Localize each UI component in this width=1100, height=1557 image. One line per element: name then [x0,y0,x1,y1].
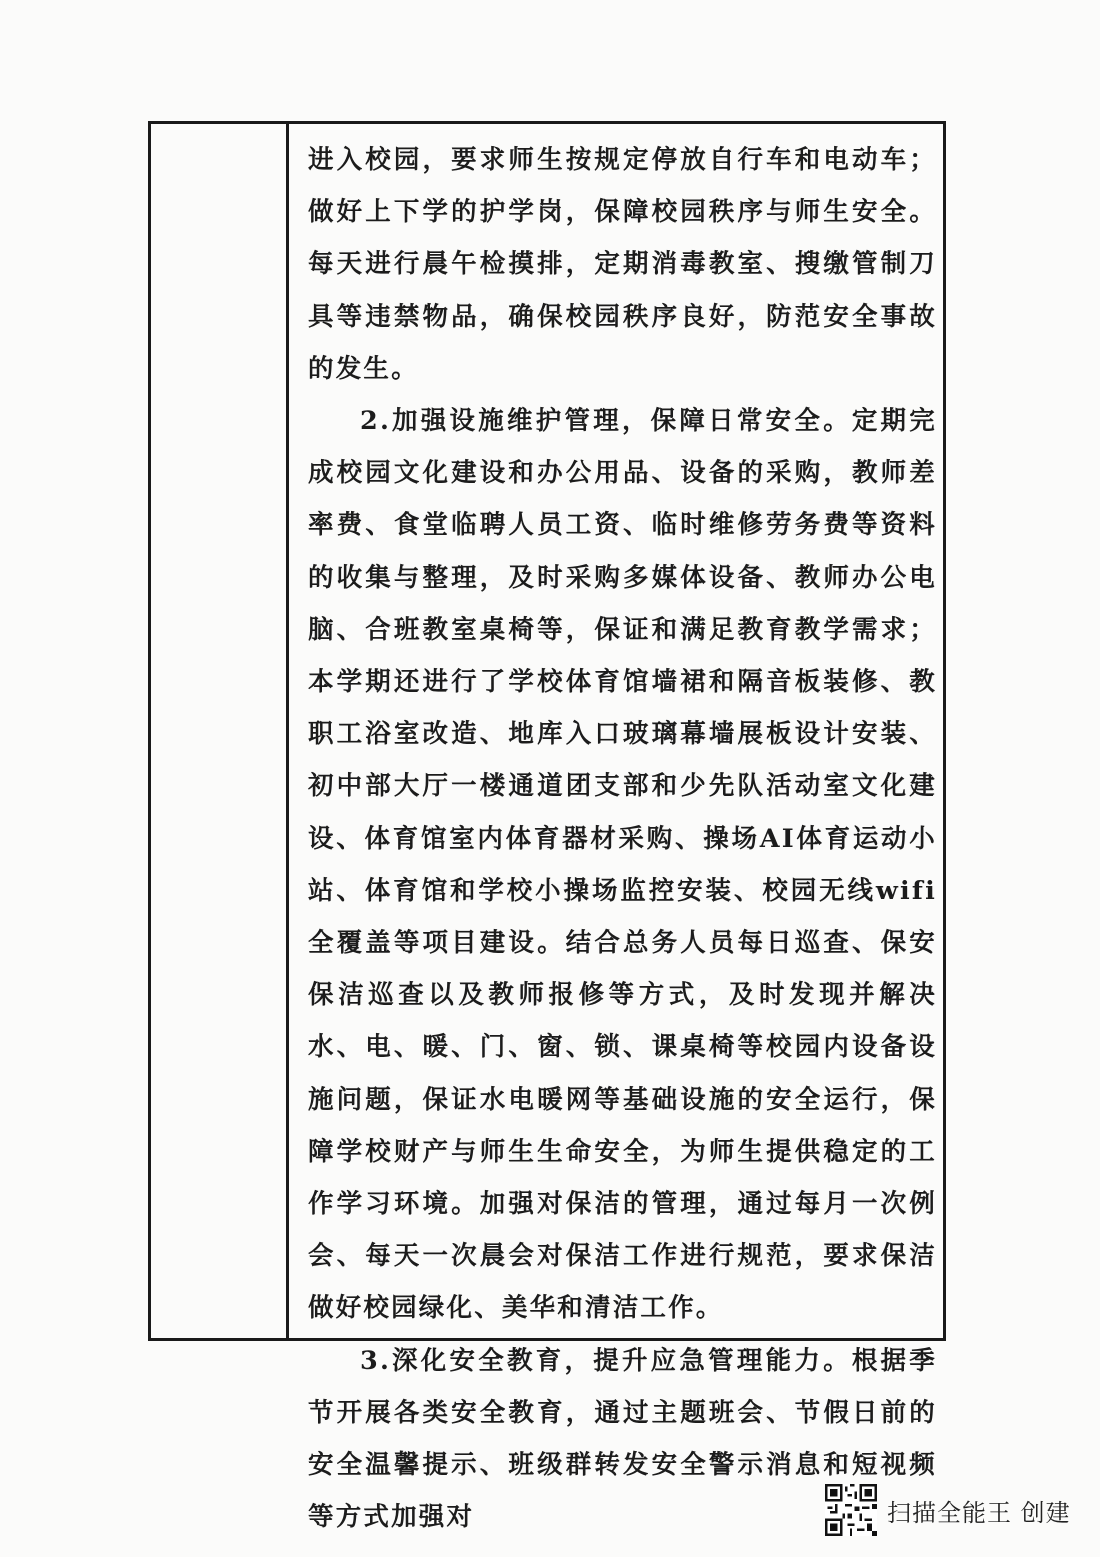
paragraph-safety-education: 3.深化安全教育，提升应急管理能力。根据季节开展各类安全教育，通过主题班会、节假日前的安全温馨提示、班级群转发安全警示消息和短视频等方式加强对 [308,1345,937,1533]
table-label-column [151,124,289,1338]
paragraph-facility-maintenance: 2.加强设施维护管理，保障日常安全。定期完成校园文化建设和办公用品、设备的采购，教师差率费、食堂临聘人员工资、临时维修劳务费等资料的收集与整理，及时采购多媒体设备、教师办公电脑、合班教室桌椅等，保证和满足教育教学需求；本学期还进行了学校体育馆墙裙和隔音板装修、教职工浴室改造、地库入口玻璃幕墙展板设计安装、初中部大厅一楼通道团支部和少先队活动室文化建设、体育馆室内体育器材采购、操场AI体育运动小站、体育馆和学校小操场监控安装、校园无线wifi全覆盖等项目建设。结合总务人员每日巡查、保安保洁巡查以及教师报修等方式，及时发现并解决水、电、暖、门、窗、锁、课桌椅等校园内设备设施问题，保证水电暖网等基础设施的安全运行，保障学校财产与师生生命安全，为师生提供稳定的工作学习环境。加强对保洁的管理，通过每月一次例会、每天一次晨会对保洁工作进行规范，要求保洁做好校园绿化、美华和清洁工作。 [308,406,937,1324]
scanner-app-label: 扫描全能王 创建 [887,1498,1071,1527]
paragraph-continuation: 进入校园，要求师生按规定停放自行车和电动车；做好上下学的护学岗，保障校园秩序与师生安全。每天进行晨午检摸排，定期消毒教室、搜缴管制刀具等违禁物品，确保校园秩序良好，防范安全事故的发生。 [308,145,937,384]
table-content-cell [292,124,943,1533]
report-table [148,121,946,1533]
scanner-watermark [825,1482,1071,1538]
qr-code-icon [825,1484,877,1536]
